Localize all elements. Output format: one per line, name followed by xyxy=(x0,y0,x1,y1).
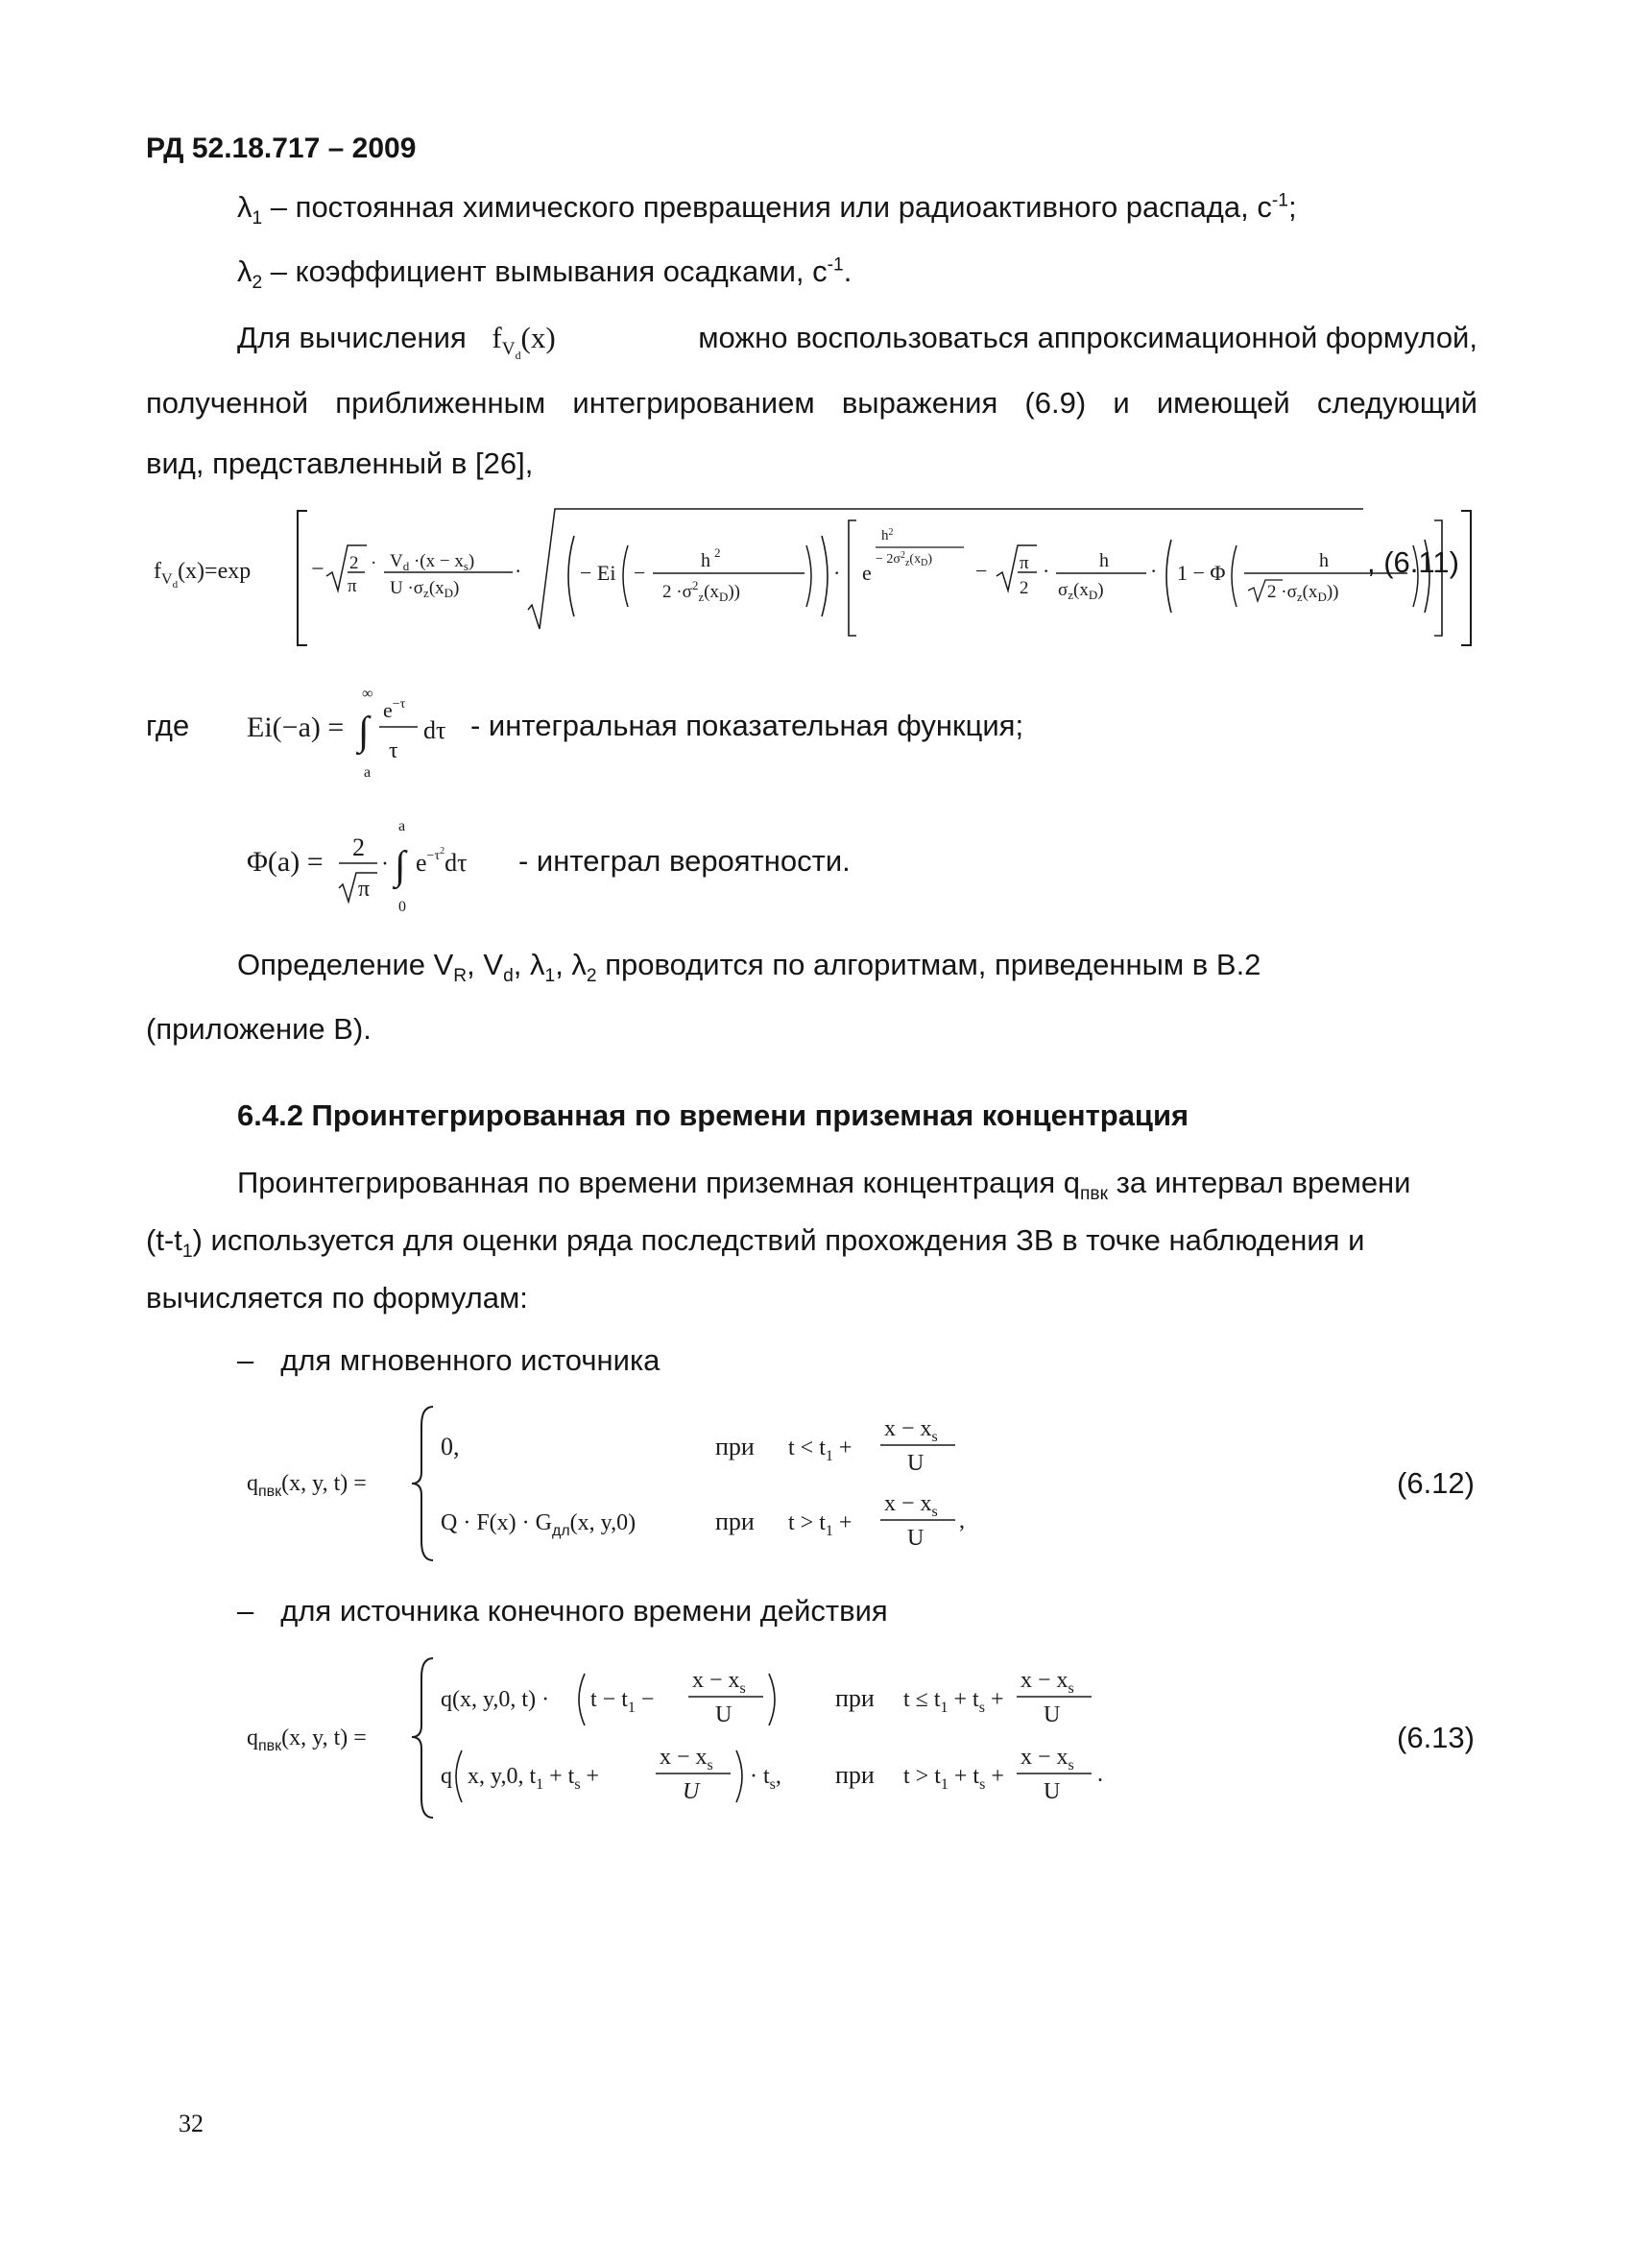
svg-text:U: U xyxy=(715,1702,732,1727)
svg-text:τ: τ xyxy=(389,738,398,763)
svg-text:t ≤ t1 + ts +: $t \le t_1 + t_s$ + xyxy=(903,1687,1004,1716)
svg-text:Vd ·(x − xs): $V_d \cdot(x - x_s)$ xyxy=(390,551,475,573)
document-header: РД 52.18.717 – 2009 xyxy=(146,133,417,164)
svg-text:2 ·σ2z(xD)): $2 \cdot\sigma^2_z(x_D)$) xyxy=(662,578,740,604)
svg-text:∞: ∞ xyxy=(362,686,373,702)
ei-description: - интегральная показательная функция; xyxy=(470,709,1024,742)
svg-text:x − xs: $x - x_s$ xyxy=(884,1416,938,1445)
eq612-when-1: при xyxy=(715,1433,755,1460)
svg-text:U: U xyxy=(1044,1779,1061,1804)
svg-text:e−τ: $e^{-\tau}$ xyxy=(383,697,406,722)
svg-text:· ts,: · $t_s$, xyxy=(750,1764,781,1793)
svg-text:2: 2 xyxy=(1020,578,1029,598)
where-label: где xyxy=(146,709,190,742)
svg-text:·: · xyxy=(515,559,522,583)
eq613-when-1: при xyxy=(835,1684,875,1712)
svg-text:h: h xyxy=(701,550,710,571)
ei-integral-formula xyxy=(245,677,466,783)
svg-text:0: 0 xyxy=(398,899,406,915)
svg-text:U ·σz(xD): $U \cdot\sigma_z(x_D)$ xyxy=(390,578,460,600)
section-heading: 6.4.2 Проинтегрированная по времени приземная концентрация xyxy=(237,1098,1189,1132)
svg-text:qпвк(x, y, t) =: $q_{пвк}(x$, y, t) = xyxy=(247,1725,367,1754)
svg-text:− Ei: − Ei xyxy=(580,561,616,585)
svg-text:h: h xyxy=(1099,550,1109,571)
eq613-when-2: при xyxy=(835,1761,875,1789)
svg-text:2: 2 xyxy=(352,833,365,861)
svg-text:a: a xyxy=(398,818,406,834)
svg-text:0,: 0, xyxy=(441,1433,460,1460)
svg-text:π: π xyxy=(348,576,357,596)
svg-text:x − xs: $x - x_s$ xyxy=(884,1491,938,1520)
svg-text:t > t1 + ts +: $t > t_1 + t_s$ + xyxy=(903,1764,1004,1793)
svg-text:2: 2 xyxy=(714,545,721,560)
svg-text:x, y,0, t1 + ts +: x, y,0, $t_1 + t_s$ + xyxy=(468,1764,600,1793)
paragraph-2-line-2: (приложение В). xyxy=(146,1012,372,1046)
svg-text:q(x, y,0, t) ·: q(x, y,0, t) · xyxy=(441,1687,550,1712)
svg-text:a: a xyxy=(364,764,372,781)
equation-6-12-number: (6.12) xyxy=(1397,1466,1475,1500)
svg-text:U: U xyxy=(1044,1702,1061,1727)
svg-text:,: , xyxy=(959,1508,965,1533)
svg-text:·: · xyxy=(833,561,841,585)
equation-6-11 xyxy=(144,499,1488,648)
svg-text:2 ·σz(xD)): $2 \cdot\sigma_z(x_D)$) xyxy=(1267,582,1339,604)
svg-text:2: 2 xyxy=(349,553,359,573)
bullet-instant-source: – для мгновенного источника xyxy=(237,1343,660,1377)
svg-text:·: · xyxy=(1043,559,1050,583)
bullet-finite-source: – для источника конечного времени действия xyxy=(237,1594,888,1628)
svg-text:1 − Φ: 1 − Φ xyxy=(1177,561,1226,585)
paragraph-1-line-1: Для вычисления $f_{V_d}(x)$ можно воспользоваться аппроксимационной формулой, xyxy=(237,321,1477,363)
eq611-fvd: $f_Vd(x)=\exp$ xyxy=(154,559,252,591)
svg-text:q: q xyxy=(441,1764,452,1789)
svg-text:U: U xyxy=(683,1779,700,1804)
phi-integral-formula xyxy=(245,811,533,917)
svg-text:.: . xyxy=(1097,1762,1103,1787)
svg-text:h2: $h^2$ xyxy=(881,527,894,543)
svg-text:t − t1 −: $t - t_1$ − xyxy=(590,1687,655,1716)
svg-text:Q · F(x) · Gдл(x, y,0): $Q \cdot F(x) \cdot G_{дл}(x$, y,0) xyxy=(441,1510,636,1539)
svg-text:x − xs: $x - x_s$ xyxy=(1021,1668,1074,1697)
svg-text:h: h xyxy=(1319,550,1329,571)
eq612-when-2: при xyxy=(715,1508,755,1535)
paragraph-3-line-1: Проинтегрированная по времени приземная концентрация $q_{пвк}$ за интервал времени xyxy=(237,1166,1411,1205)
svg-text:U: U xyxy=(907,1526,925,1551)
paragraph-1-line-3: вид, представленный в [26], xyxy=(146,446,534,480)
svg-text:x − xs: $x - x_s$ xyxy=(660,1745,713,1773)
svg-text:π: π xyxy=(358,877,371,902)
fvd-inline-formula: $f_{V_d}(x)$ xyxy=(492,321,556,363)
page-number: 32 xyxy=(179,2110,204,2137)
svg-text:Ei(−a) =: Ei(−a) = xyxy=(247,712,345,743)
svg-text:e: e xyxy=(862,561,872,585)
svg-text:·: · xyxy=(381,852,389,877)
svg-text:qпвк(x, y, t) =: $q_{пвк}(x$, y, t) = xyxy=(247,1471,367,1500)
svg-text:t > t1 +: $t > t_1$ + xyxy=(788,1510,853,1539)
svg-text:− 2σ2z(xD): − $2\sigma^2_z(x_D)$ xyxy=(876,550,932,568)
paragraph-3-line-2: $(t-t_1)$ используется для оценки ряда последствий прохождения ЗВ в точке наблюдения и xyxy=(146,1223,1365,1263)
svg-text:−: − xyxy=(311,557,324,582)
paragraph-3-line-3: вычисляется по формулам: xyxy=(146,1281,528,1315)
phi-description: - интеграл вероятности. xyxy=(518,844,851,878)
svg-text:dτ: dτ xyxy=(423,716,446,744)
paragraph-2-line-1: Определение $V_R$, $V_d$, $\lambda_1$, $\lambda_2$ проводится по алгоритмам, приведенным в В.2 xyxy=(237,948,1261,987)
svg-text:U: U xyxy=(907,1451,925,1476)
svg-text:−: − xyxy=(975,559,988,583)
paragraph-1-line-2: полученной приближенным интегрированием выражения (6.9) и имеющей следующий xyxy=(146,386,1477,420)
svg-text:−: − xyxy=(634,561,646,585)
equation-6-12 xyxy=(245,1397,1013,1570)
svg-text:x − xs: $x - x_s$ xyxy=(692,1668,746,1697)
svg-text:Φ(a) =: Φ(a) = xyxy=(247,846,324,878)
definition-lambda2: $\lambda_2$ – коэффициент вымывания осадками, $с^{-1}$. xyxy=(237,254,853,294)
svg-text:·: · xyxy=(371,553,377,573)
svg-text:σz(xD): $\sigma_z(x_D)$ xyxy=(1058,580,1104,602)
svg-text:∫: ∫ xyxy=(395,844,406,888)
equation-6-13 xyxy=(245,1647,1186,1829)
definition-lambda1: $\lambda_1$ – постоянная химического превращения или радиоактивного распада, $с^{-1}$; xyxy=(237,190,1297,229)
svg-text:·: · xyxy=(1150,559,1158,583)
svg-text:x − xs: $x - x_s$ xyxy=(1021,1745,1074,1773)
svg-text:π: π xyxy=(1020,553,1029,573)
svg-text:t < t1 +: $t < t_1$ + xyxy=(788,1436,853,1464)
equation-6-11-number: , (6.11) xyxy=(1367,545,1459,579)
svg-text:e−τ2dτ: $e^{-\tau 2}d\tau$ xyxy=(416,846,468,877)
equation-6-13-number: (6.13) xyxy=(1397,1721,1475,1754)
svg-text:∫: ∫ xyxy=(358,710,370,754)
